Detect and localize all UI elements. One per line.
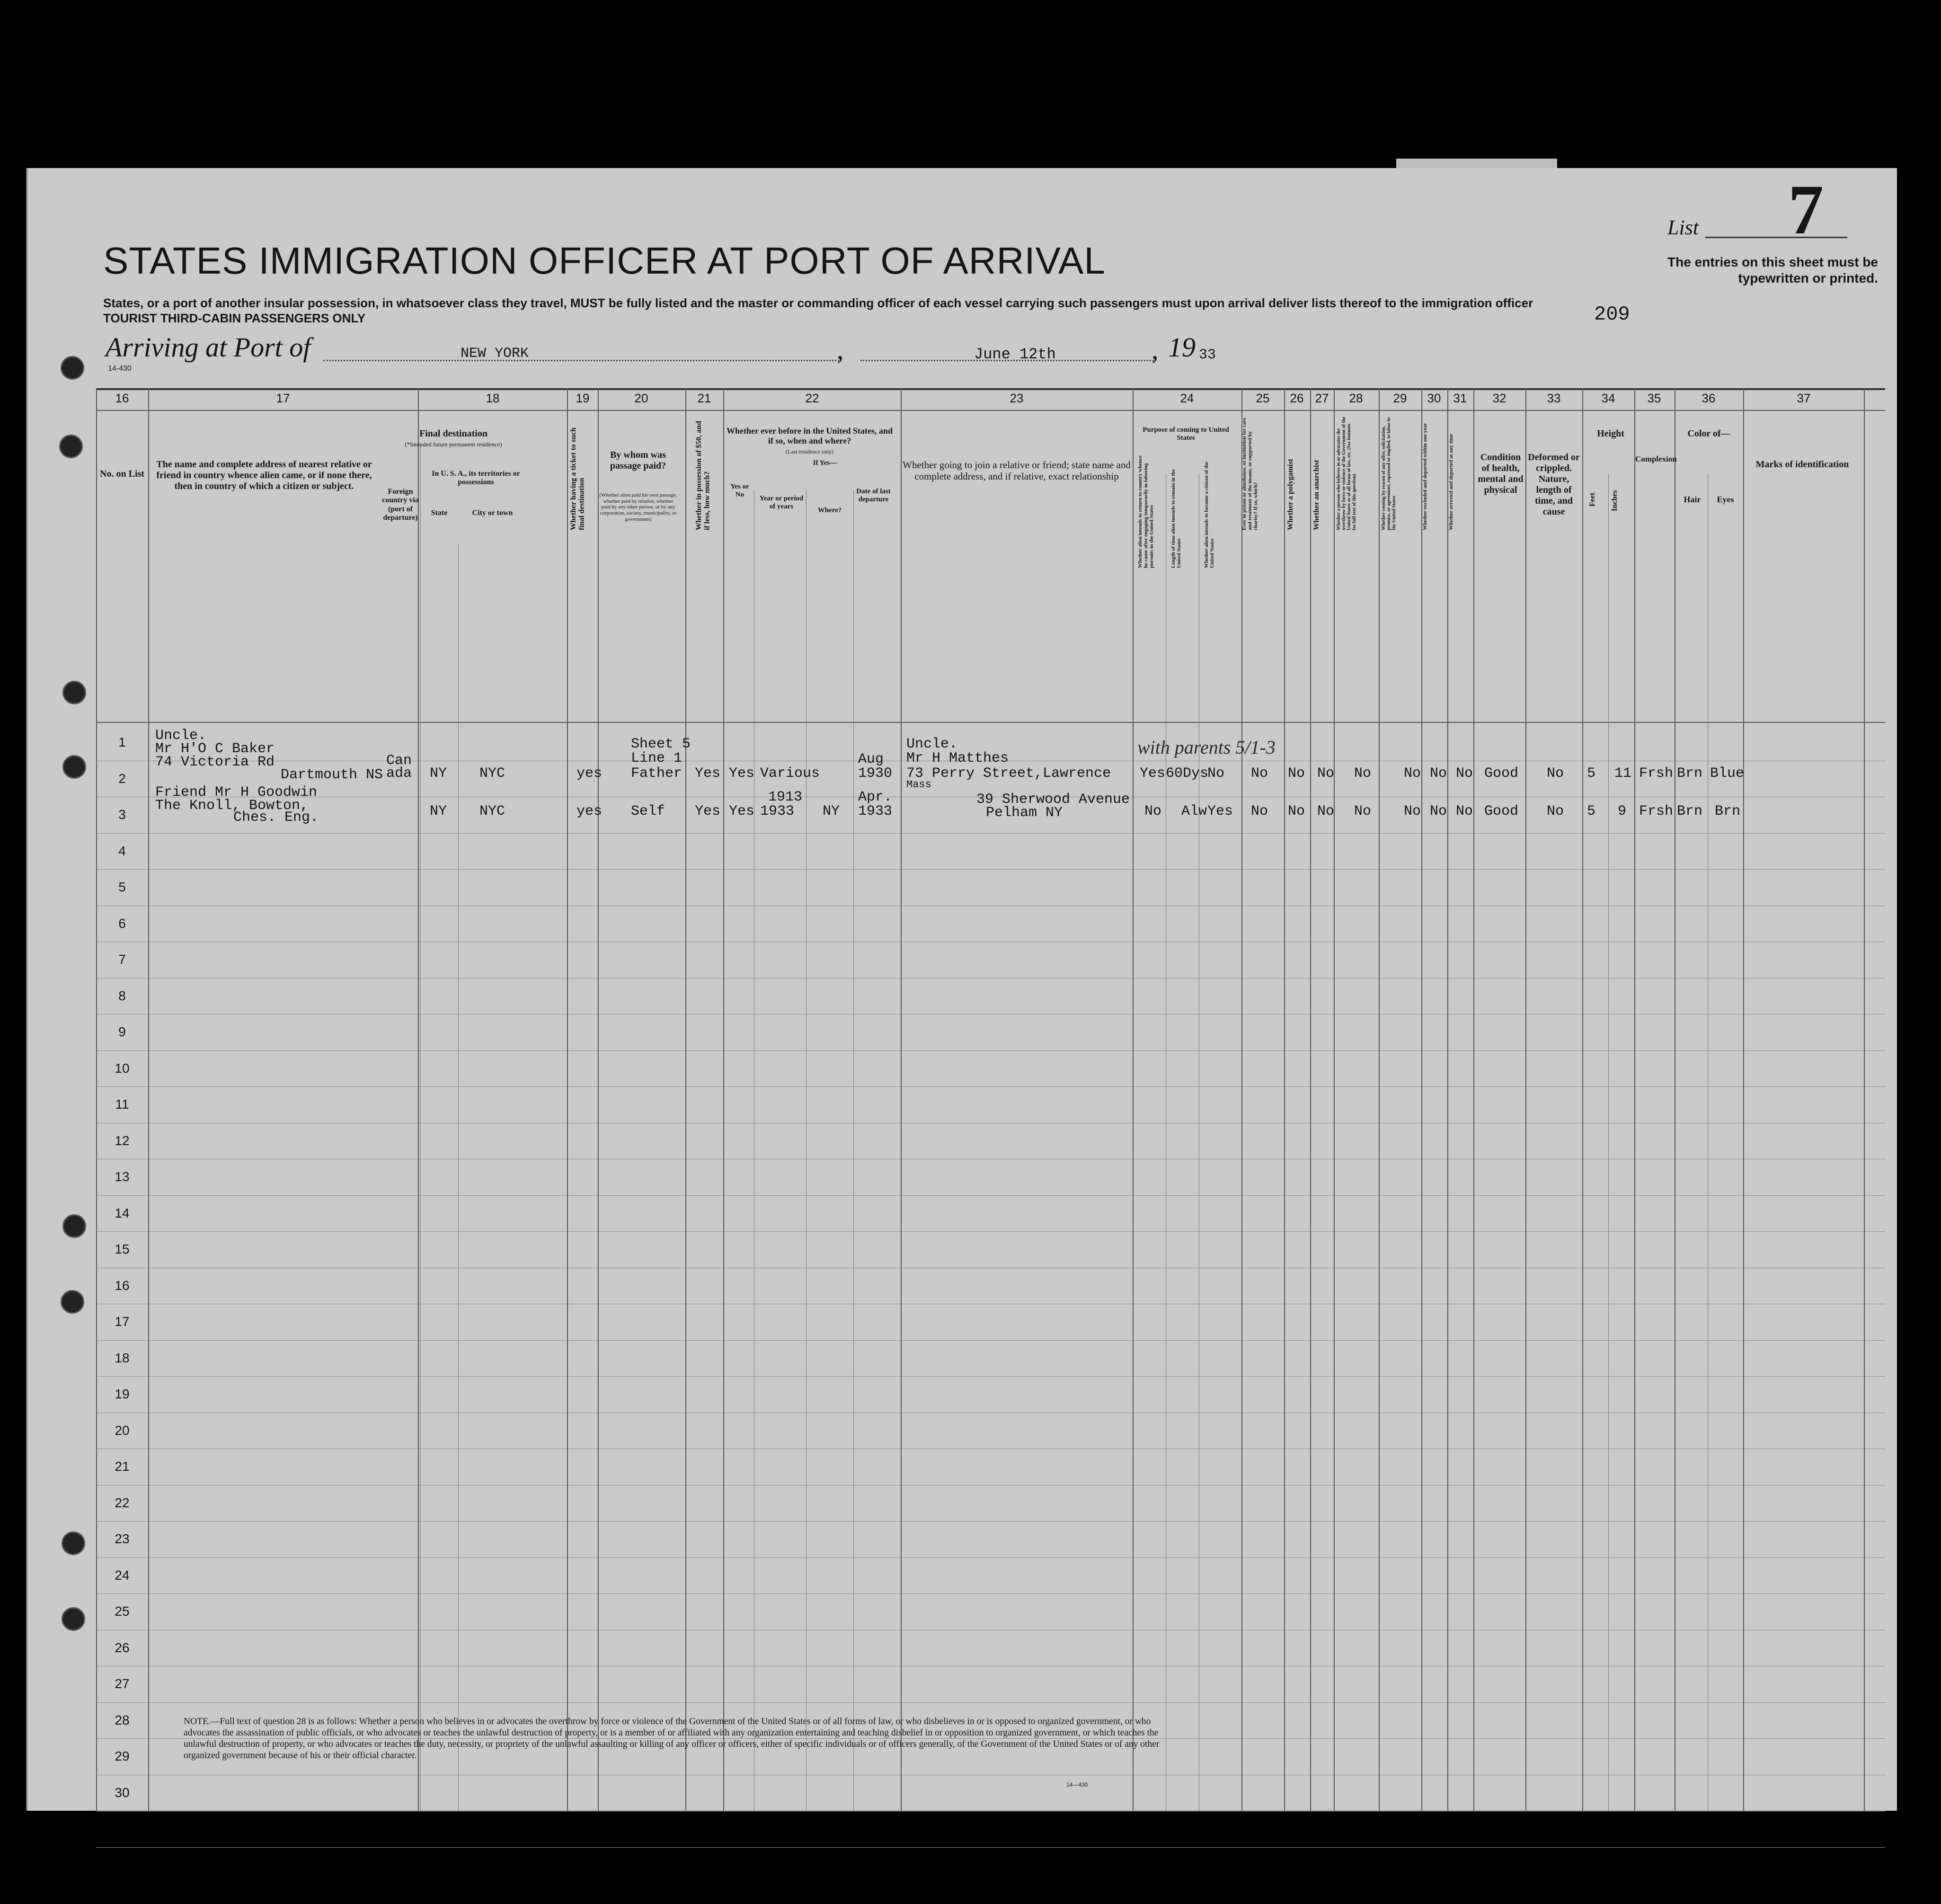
row-rule — [96, 1557, 1885, 1558]
row2-years-1: 1913 — [768, 789, 803, 805]
row1-joining-2: Mr H Matthes — [906, 750, 1009, 766]
sub-column-rule — [1608, 473, 1609, 1811]
row1-hair: Brn — [1677, 765, 1703, 782]
list-number: 7 — [1788, 170, 1824, 249]
header-joining: Whether going to join a relative or friend; state name and complete address, and if relative, exact relationship — [903, 459, 1131, 482]
row-number: 26 — [115, 1640, 130, 1655]
arriving-label: Arriving at Port of — [106, 332, 311, 363]
header-polygamist: Whether a polygamist — [1286, 459, 1294, 530]
row1-city: NYC — [479, 765, 505, 782]
row-number: 28 — [115, 1712, 130, 1727]
row-rule — [96, 1231, 1885, 1232]
header-prison: Ever in prison or almshouse, or institution for care and treatment of the insane, or supported by charity? If so, which? — [1241, 418, 1259, 530]
row2-citizen: Yes — [1207, 803, 1233, 819]
column-number: 28 — [1349, 391, 1363, 405]
entry-instructions: The entries on this sheet must be typewritten or printed. — [1667, 255, 1878, 285]
sub-column-rule — [420, 445, 421, 1811]
row1-relative-line4: Dartmouth NS — [281, 767, 383, 783]
header-excluded: Whether excluded and deported within one year — [1422, 423, 1428, 530]
row2-joining-2: Pelham NY — [986, 805, 1063, 821]
list-line — [1705, 237, 1847, 238]
column-rule — [1334, 388, 1335, 1811]
column-rule — [1525, 388, 1526, 1811]
row-rule — [96, 833, 1885, 834]
row1-deformed: No — [1547, 765, 1564, 782]
footnote-code: 14—430 — [1066, 1781, 1088, 1788]
row2-health: Good — [1484, 803, 1519, 819]
row1-state: NY — [430, 765, 447, 782]
row-number: 23 — [115, 1531, 130, 1546]
column-number: 34 — [1601, 391, 1615, 405]
row1-paid-by-2: Line 1 — [631, 750, 682, 766]
list-label: List — [1667, 216, 1699, 239]
row1-inches: 11 — [1614, 765, 1632, 782]
manifest-table — [96, 388, 1885, 1865]
row1-deported: No — [1456, 765, 1473, 782]
port-line — [323, 360, 839, 361]
row2-q28: No — [1354, 803, 1372, 819]
row-number: 10 — [115, 1060, 130, 1076]
column-rule — [901, 388, 902, 1811]
column-number: 37 — [1797, 391, 1811, 405]
column-rule — [1743, 388, 1744, 1811]
header-height: Height — [1597, 428, 1624, 439]
column-rule — [1421, 388, 1422, 1811]
column-rule — [1133, 388, 1134, 1811]
column-rule — [1241, 388, 1242, 1811]
row1-citizen: No — [1207, 765, 1225, 782]
row2-return: No — [1144, 803, 1162, 819]
row2-joining-1: 39 Sherwood Avenue — [976, 792, 1130, 808]
column-number: 20 — [634, 391, 648, 405]
row-number: 3 — [118, 807, 126, 822]
row-number: 20 — [115, 1423, 130, 1438]
column-number: 21 — [697, 391, 711, 405]
header-eyes: Eyes — [1717, 495, 1734, 504]
lead-text: States, or a port of another insular possession, in whatsoever class they travel, MUST be fully listed and the master or commanding officer of each vessel carrying such passengers must upon arrival deliver lists thereof to the immigration officer — [103, 296, 1533, 310]
row-number: 2 — [118, 771, 126, 786]
column-number: 35 — [1647, 391, 1661, 405]
binder-hole — [62, 1531, 85, 1555]
row-number: 6 — [118, 916, 126, 931]
row1-health: Good — [1484, 765, 1519, 782]
row2-relative-line1: Friend Mr H Goodwin — [155, 784, 318, 801]
row1-last-departure-2: 1930 — [858, 765, 893, 782]
binder-hole — [61, 356, 84, 380]
footnote: NOTE.—Full text of question 28 is as follows: Whether a person who believes in or advocates the overthrow by force or violence of the Government of the United States or of all forms of law, or who disbelieves in or is opposed to organized government, or who advocates the assassination of public officials, or who advocates or teaches the unlawful destruction of property, or is a member of or affiliated with any organization entertaining and teaching disbelief in or opposition to organized government, or which teaches the unlawful destruction of property, or who advocates or teaches the duty, necessity, or propriety of the unlawful assaulting or killing of any officer or officers, either of specific individuals or of officers generally, of the Government of the United States or of any other organized government because of his or their official character. — [184, 1717, 1160, 1761]
header-color: Color of— — [1687, 428, 1730, 439]
header-final-destination-sub: (*Intended future permanent residence) — [405, 441, 502, 448]
header-before-in-us-sub: (Last residence only) — [785, 448, 834, 455]
row-number: 21 — [115, 1459, 130, 1474]
column-rule — [1864, 388, 1865, 1811]
header-last-departure: Date of last departure — [856, 488, 891, 504]
header-inches: Inches — [1611, 490, 1619, 511]
row2-inches: 9 — [1618, 803, 1627, 819]
column-number: 30 — [1427, 391, 1441, 405]
row2-money: Yes — [695, 803, 721, 819]
header-citizen-intent: Whether alien intends to become a citizen of the United States — [1204, 462, 1215, 568]
row2-last-departure-1: Apr. — [858, 789, 893, 805]
row2-deported: No — [1456, 803, 1473, 819]
row1-labor-offer: No — [1404, 765, 1421, 782]
row-number: 19 — [115, 1387, 130, 1401]
header-city: City or town — [472, 509, 513, 517]
header-money: Whether in possession of $50, and if less, how much? — [695, 421, 711, 530]
binder-hole — [59, 435, 83, 458]
column-number: 24 — [1180, 391, 1194, 405]
header-deformed: Deformed or crippled. Nature, length of time, and cause — [1528, 452, 1580, 517]
row-rule — [96, 1847, 1885, 1848]
row1-ticket: yes — [576, 765, 603, 782]
row2-city: NYC — [479, 803, 505, 819]
column-rule — [1284, 388, 1285, 1811]
header-in-usa: In U. S. A., its territories or possessions — [432, 470, 520, 487]
table-top-rule — [96, 388, 1885, 390]
row1-paid-by-3: Father — [631, 765, 682, 782]
row-number: 25 — [115, 1604, 130, 1619]
column-rule — [1634, 388, 1635, 1811]
row-number: 24 — [115, 1567, 130, 1583]
year-prefix: 19 — [1168, 332, 1196, 363]
row1-eyes: Blue — [1710, 765, 1745, 782]
row-number: 1 — [118, 735, 126, 749]
row1-relative-line2: Mr H'O C Baker — [155, 741, 275, 757]
header-final-destination: Final destination — [419, 428, 487, 439]
column-number: 19 — [576, 391, 590, 405]
header-no-on-list: No. on List — [100, 469, 144, 479]
row2-feet: 5 — [1587, 803, 1596, 819]
header-state: State — [431, 509, 448, 517]
row2-prison: No — [1251, 803, 1268, 819]
row-rule — [96, 1376, 1885, 1377]
form-code: 14-430 — [108, 365, 132, 373]
row1-years: Various — [760, 765, 820, 782]
arrival-date: June 12th — [974, 346, 1056, 363]
row2-complexion: Frsh — [1639, 803, 1674, 819]
row-rule — [96, 1050, 1885, 1051]
row-number: 15 — [115, 1242, 130, 1256]
row1-feet: 5 — [1587, 765, 1596, 782]
row1-relative-line1: Uncle. — [155, 728, 207, 744]
row1-foreign-country-b: ada — [386, 765, 412, 782]
column-number: 23 — [1010, 391, 1024, 405]
header-complexion: Complexion — [1635, 454, 1677, 463]
header-q28: Whether a person who believes in or advocates the overthrow by force or violence of the Government of the United States or of all forms of law, etc. (See footnote for full text of this question) — [1336, 417, 1357, 530]
column-number: 33 — [1547, 391, 1561, 405]
row2-excluded: No — [1430, 803, 1447, 819]
column-number: 27 — [1315, 391, 1329, 405]
header-return-intent: Whether alien intends to return to country whence he came after engaging temporarily in laboring pursuits in the United States — [1137, 455, 1155, 568]
column-number: 29 — [1393, 391, 1407, 405]
column-number: 31 — [1453, 391, 1467, 405]
header-length-of-stay: Length of time alien intends to remain in the United States — [1170, 469, 1182, 568]
header-labor-offer: Whether coming by reason of any offer, solicitation, promise, or agreement, expressed or implied, to labor in the United States — [1381, 417, 1397, 530]
row1-q28: No — [1354, 765, 1372, 782]
row-number: 12 — [115, 1133, 130, 1148]
row-rule — [96, 1086, 1885, 1087]
row-number: 27 — [115, 1676, 130, 1691]
form-title: STATES IMMIGRATION OFFICER AT PORT OF ARRIVAL — [103, 240, 1106, 282]
row2-years-2: 1933 — [760, 803, 795, 819]
row1-complexion: Frsh — [1639, 765, 1674, 782]
table-bottom-rule — [96, 1811, 1885, 1812]
row1-last-departure-1: Aug — [858, 751, 884, 767]
binder-hole — [62, 1214, 86, 1238]
row-number: 5 — [118, 880, 126, 894]
header-purpose: Purpose of coming to United States — [1143, 426, 1229, 442]
column-number: 16 — [115, 391, 129, 405]
column-rule — [1379, 388, 1380, 1811]
row-number: 30 — [115, 1785, 130, 1800]
row2-hair: Brn — [1677, 803, 1703, 819]
row1-before-in-us: Yes — [729, 765, 755, 782]
column-rule — [567, 388, 568, 1811]
column-number: 32 — [1492, 391, 1507, 405]
row2-relative-line3: Ches. Eng. — [233, 810, 319, 826]
header-nearest-relative: The name and complete address of nearest relative or friend in country whence alien came, or if none there, then in country of which a citizen or subject. — [156, 459, 372, 491]
binder-hole — [62, 755, 86, 779]
row1-joining-4: Mass — [906, 779, 931, 791]
row2-ticket: yes — [576, 803, 603, 819]
row-number: 4 — [118, 843, 126, 858]
port-value: NEW YORK — [461, 346, 529, 362]
row-number: 14 — [115, 1205, 130, 1220]
row-number: 7 — [118, 952, 126, 967]
row1-return: Yes — [1140, 765, 1166, 782]
header-anarchist: Whether an anarchist — [1312, 460, 1321, 530]
row2-anarchist: No — [1317, 803, 1335, 819]
row1-foreign-country-a: Can — [386, 753, 412, 769]
column-number: 36 — [1702, 391, 1716, 405]
row2-paid-by: Self — [631, 803, 665, 819]
row1-length-of-stay: 60Dys — [1166, 765, 1209, 782]
row2-last-departure-2: 1933 — [858, 803, 893, 819]
comma: , — [837, 334, 844, 365]
header-yes-no: Yes or No — [730, 483, 749, 499]
header-feet: Feet — [1588, 492, 1596, 507]
header-paid-by-sub: (Whether alien paid his own passage, whether paid by relative, whether paid by any other person, or by any corporation, society, municipality, or government) — [599, 492, 677, 522]
header-before-in-us: Whether ever before in the United States, and if so, when and where? — [727, 426, 893, 445]
row2-deformed: No — [1547, 803, 1564, 819]
row-number: 16 — [115, 1278, 130, 1293]
comma: , — [1152, 334, 1159, 365]
sub-column-rule — [806, 490, 807, 1811]
column-rule — [148, 388, 149, 1811]
column-number: 17 — [276, 391, 290, 405]
row-rule — [96, 1593, 1885, 1594]
row1-paid-by-1: Sheet 5 — [631, 736, 691, 752]
header-where: Where? — [817, 507, 842, 514]
header-bottom-rule — [96, 722, 1885, 723]
binder-hole — [62, 681, 86, 704]
row-number: 11 — [115, 1097, 129, 1112]
row-number: 22 — [115, 1495, 130, 1510]
column-rule — [1582, 388, 1583, 1811]
row1-joining-3: 73 Perry Street,Lawrence — [906, 765, 1111, 782]
header-if-yes: If Yes— — [813, 459, 837, 467]
column-number: 26 — [1290, 391, 1304, 405]
row1-prison: No — [1251, 765, 1268, 782]
row1-joining-1: Uncle. — [906, 736, 958, 752]
column-rule — [598, 388, 599, 1811]
row-rule — [96, 869, 1885, 870]
header-health: Condition of health, mental and physical — [1478, 452, 1524, 495]
header-hair: Hair — [1684, 495, 1701, 504]
row1-relative-line3: 74 Victoria Rd — [155, 754, 275, 770]
row2-labor-offer: No — [1404, 803, 1421, 819]
row-number: 29 — [115, 1749, 130, 1763]
column-number: 22 — [805, 391, 819, 405]
row2-length-of-stay: Alw — [1181, 803, 1207, 819]
row2-where: NY — [823, 803, 840, 819]
row2-before-in-us: Yes — [729, 803, 755, 819]
sub-column-rule — [853, 490, 854, 1811]
row1-anarchist: No — [1317, 765, 1335, 782]
manifest-sheet — [26, 168, 1897, 1811]
row-number: 17 — [115, 1314, 130, 1329]
column-number: 18 — [486, 391, 500, 405]
column-number: 25 — [1256, 391, 1270, 405]
column-rule — [418, 388, 419, 1811]
class-note: TOURIST THIRD-CABIN PASSENGERS ONLY — [103, 311, 366, 325]
header-marks: Marks of identification — [1755, 459, 1849, 470]
row2-polygamist: No — [1288, 803, 1305, 819]
row-number: 8 — [118, 988, 126, 1003]
row2-state: NY — [430, 803, 447, 819]
year-suffix: 33 — [1199, 347, 1216, 363]
row-number: 13 — [115, 1169, 130, 1184]
column-rule — [1310, 388, 1311, 1811]
column-rule — [1473, 388, 1474, 1811]
header-year-period: Year or period of years — [759, 495, 804, 511]
row2-relative-line2: The Knoll, Bowton, — [155, 798, 309, 814]
row-number: 9 — [118, 1024, 126, 1039]
header-deported: Whether arrested and deported at any time — [1448, 434, 1454, 530]
row1-annotation: with parents 5/1-3 — [1137, 737, 1276, 758]
row1-polygamist: No — [1288, 765, 1305, 782]
header-paid-by: By whom was passage paid? — [610, 450, 666, 471]
row-rule — [96, 1340, 1885, 1341]
page-number: 209 — [1594, 303, 1630, 326]
binder-hole — [61, 1290, 84, 1314]
row-rule — [96, 1485, 1885, 1486]
row1-money: Yes — [695, 765, 721, 782]
row-number: 18 — [115, 1350, 130, 1365]
sub-column-rule — [458, 544, 459, 1811]
row2-eyes: Brn — [1715, 803, 1741, 819]
header-foreign-country: Foreign country via (port of departure) — [382, 488, 419, 522]
column-rule — [723, 388, 724, 1811]
column-rule — [685, 388, 686, 1811]
row-rule — [96, 978, 1885, 979]
header-ticket: Whether having a ticket to such final destination — [569, 427, 586, 530]
column-number-rule — [96, 410, 1885, 411]
row-rule — [96, 1195, 1885, 1196]
column-rule — [1447, 388, 1448, 1811]
row1-excluded: No — [1430, 765, 1447, 782]
row-rule — [96, 1702, 1885, 1703]
binder-hole — [62, 1607, 85, 1631]
